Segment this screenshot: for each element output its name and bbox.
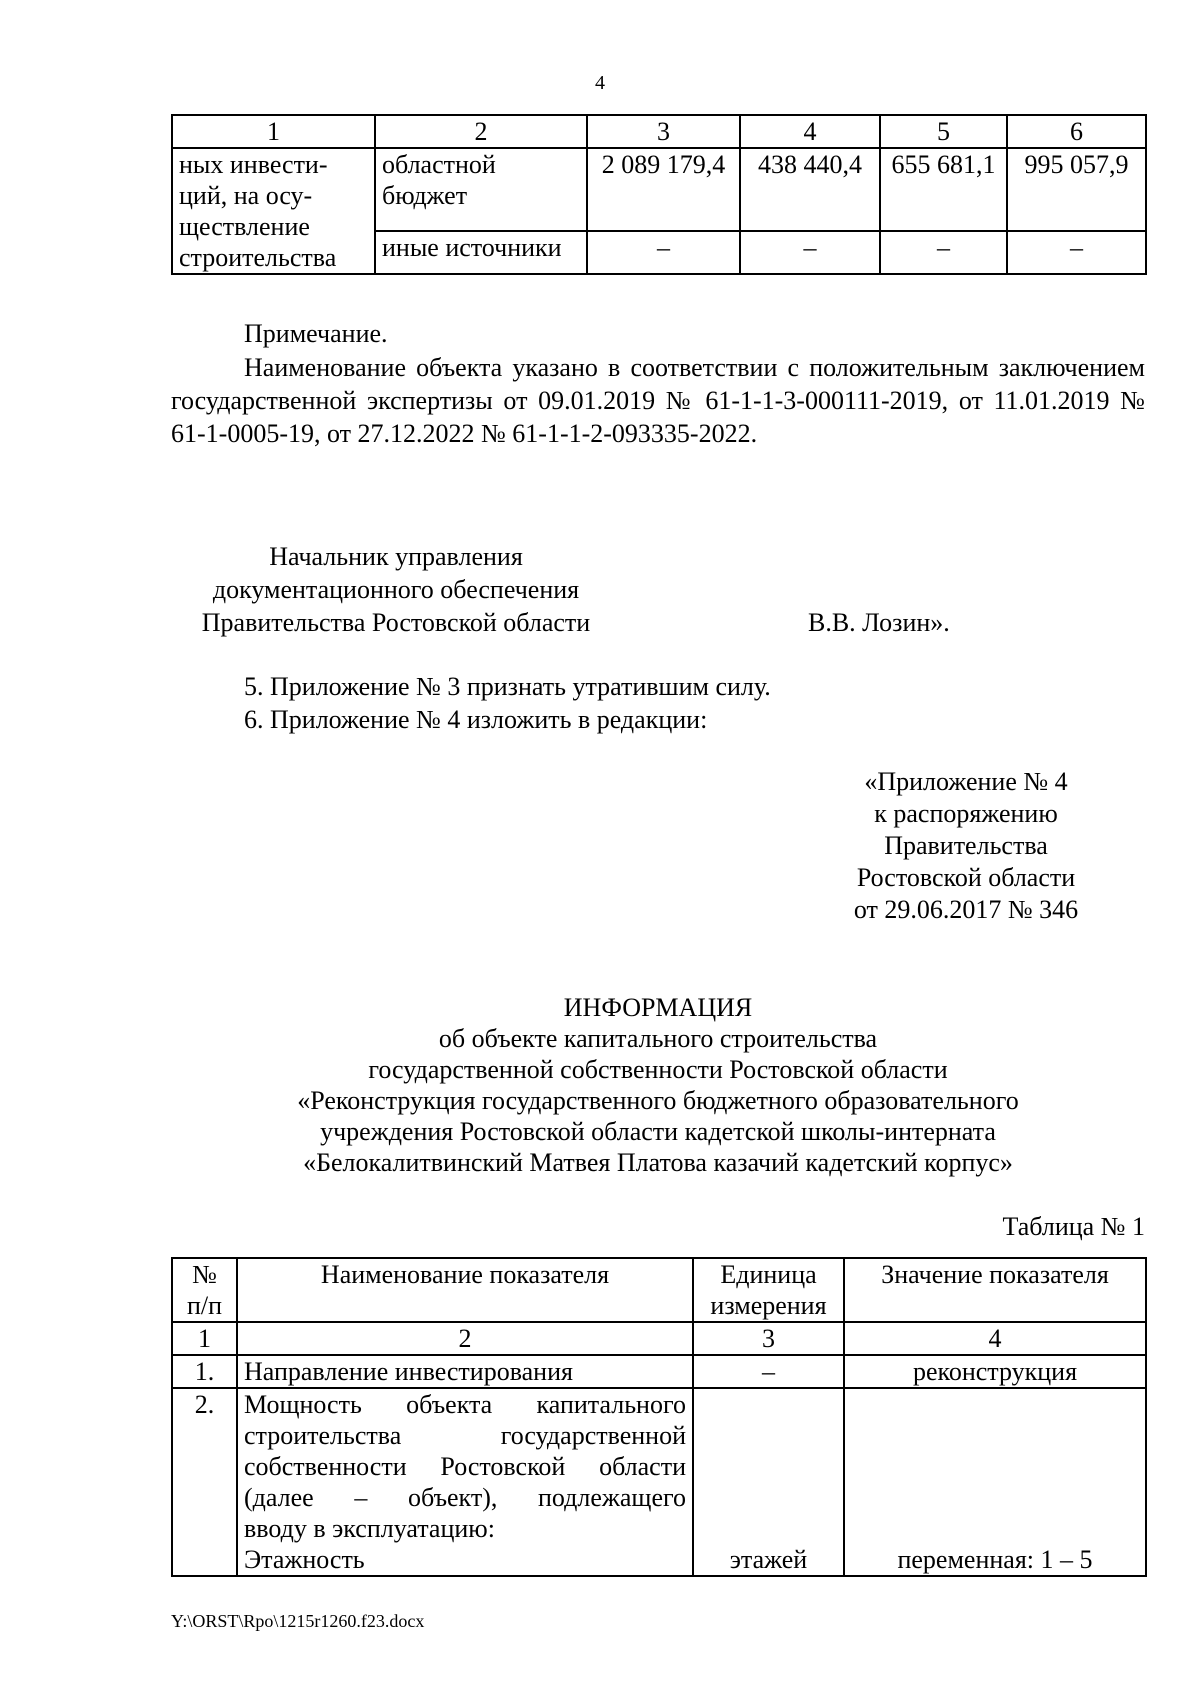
value-cell: – (1007, 231, 1146, 274)
value-cell: 2 089 179,4 (587, 148, 740, 231)
unit-header (693, 1258, 844, 1322)
value-cell: 655 681,1 (880, 148, 1007, 231)
appendix-line: от 29.06.2017 № 346 (853, 895, 1079, 924)
note-text: Наименование объекта указано в соответствии с положительным заключением государственной экспертизы от 09.01.2019 № 61-1-1-3-000111-2019, от 11.01.2019 № 61-1-0005-19, от 27.12.2022 № 61-1-1-2-093335-2022. (171, 353, 1145, 448)
value-header: Значение показателя (844, 1258, 1146, 1322)
signature-line: документационного обеспечения (212, 575, 580, 604)
appendix-line: «Приложение № 4 (864, 767, 1068, 796)
title-line: «Реконструкция государственного бюджетного образовательного (297, 1086, 1019, 1115)
header-line: Единица (720, 1260, 817, 1289)
row-number: 1. (172, 1355, 237, 1388)
unit-cell: этажей (693, 1388, 844, 1576)
table-caption: Таблица № 1 (1002, 1212, 1145, 1241)
index-cell: 3 (693, 1322, 844, 1355)
appendix-line: к распоряжению (874, 799, 1058, 828)
value-cell: 438 440,4 (740, 148, 880, 231)
table-row (172, 148, 1146, 231)
signature-position (171, 540, 621, 639)
value-cell: переменная: 1 – 5 (844, 1388, 1146, 1576)
file-path-footer: Y:\ORST\Rpo\1215r1260.f23.docx (171, 1611, 425, 1631)
value-cell: реконструкция (844, 1355, 1146, 1388)
signature-name: В.В. Лозин». (808, 608, 950, 637)
title-line: учреждения Ростовской области кадетской школы-интерната (320, 1117, 996, 1146)
item-6: 6. Приложение № 4 изложить в редакции: (244, 705, 708, 734)
table-index-row (172, 1322, 1146, 1355)
page-number: 4 (595, 72, 605, 94)
source-line: областной (382, 150, 496, 179)
table-row (172, 1388, 1146, 1576)
col-1-header: 1 (172, 115, 375, 148)
value-cell: – (740, 231, 880, 274)
indicators-table (171, 1257, 1147, 1577)
name-line: собственности Ростовской области (244, 1452, 686, 1481)
appendix-line: Правительства (884, 831, 1048, 860)
table-row (172, 1355, 1146, 1388)
value-cell: – (880, 231, 1007, 274)
name-line: вводу в эксплуатацию: (244, 1514, 495, 1543)
signature-line: Правительства Ростовской области (201, 608, 591, 637)
col-6-header: 6 (1007, 115, 1146, 148)
name-line: (далее – объект), подлежащего (244, 1483, 686, 1512)
header-line: № (192, 1260, 217, 1289)
source-line: бюджет (382, 181, 468, 210)
funding-table (171, 114, 1147, 275)
row-label-cell (172, 148, 375, 274)
label-line: ных инвести- (179, 150, 328, 179)
signature-line: Начальник управления (269, 542, 523, 571)
label-line: ществление (179, 212, 310, 241)
row-number: 2. (172, 1388, 237, 1576)
sub-indicator-name: Этажность (244, 1545, 365, 1574)
table-header-row (172, 115, 1146, 148)
col-2-header: 2 (375, 115, 587, 148)
num-header (172, 1258, 237, 1322)
name-line: Мощность объекта капитального (244, 1390, 686, 1419)
col-3-header: 3 (587, 115, 740, 148)
name-line: строительства государственной (244, 1421, 686, 1450)
col-4-header: 4 (740, 115, 880, 148)
index-cell: 1 (172, 1322, 237, 1355)
header-line: п/п (186, 1291, 223, 1320)
title-line: «Белокалитвинский Матвея Платова казачий кадетский корпус» (303, 1148, 1013, 1177)
appendix-line: Ростовской области (856, 863, 1076, 892)
title-line: об объекте капитального строительства (438, 1024, 878, 1053)
index-cell: 4 (844, 1322, 1146, 1355)
header-line: измерения (710, 1291, 827, 1320)
col-5-header: 5 (880, 115, 1007, 148)
item-5: 5. Приложение № 3 признать утратившим силу. (244, 672, 771, 701)
indicator-name (237, 1388, 693, 1576)
title-line: государственной собственности Ростовской области (368, 1055, 948, 1084)
value-cell: 995 057,9 (1007, 148, 1146, 231)
index-cell: 2 (237, 1322, 693, 1355)
label-line: строительства (179, 243, 337, 272)
label-line: ций, на осу- (179, 181, 313, 210)
unit-cell: – (693, 1355, 844, 1388)
source-cell (375, 148, 587, 231)
source-cell: иные источники (375, 231, 587, 274)
title-line: ИНФОРМАЦИЯ (563, 993, 753, 1022)
appendix-block (816, 766, 1116, 926)
note-title: Примечание. (244, 319, 388, 348)
indicator-name: Направление инвестирования (237, 1355, 693, 1388)
table-header-row (172, 1258, 1146, 1322)
value-cell: – (587, 231, 740, 274)
name-header: Наименование показателя (237, 1258, 693, 1322)
document-title (171, 992, 1145, 1178)
